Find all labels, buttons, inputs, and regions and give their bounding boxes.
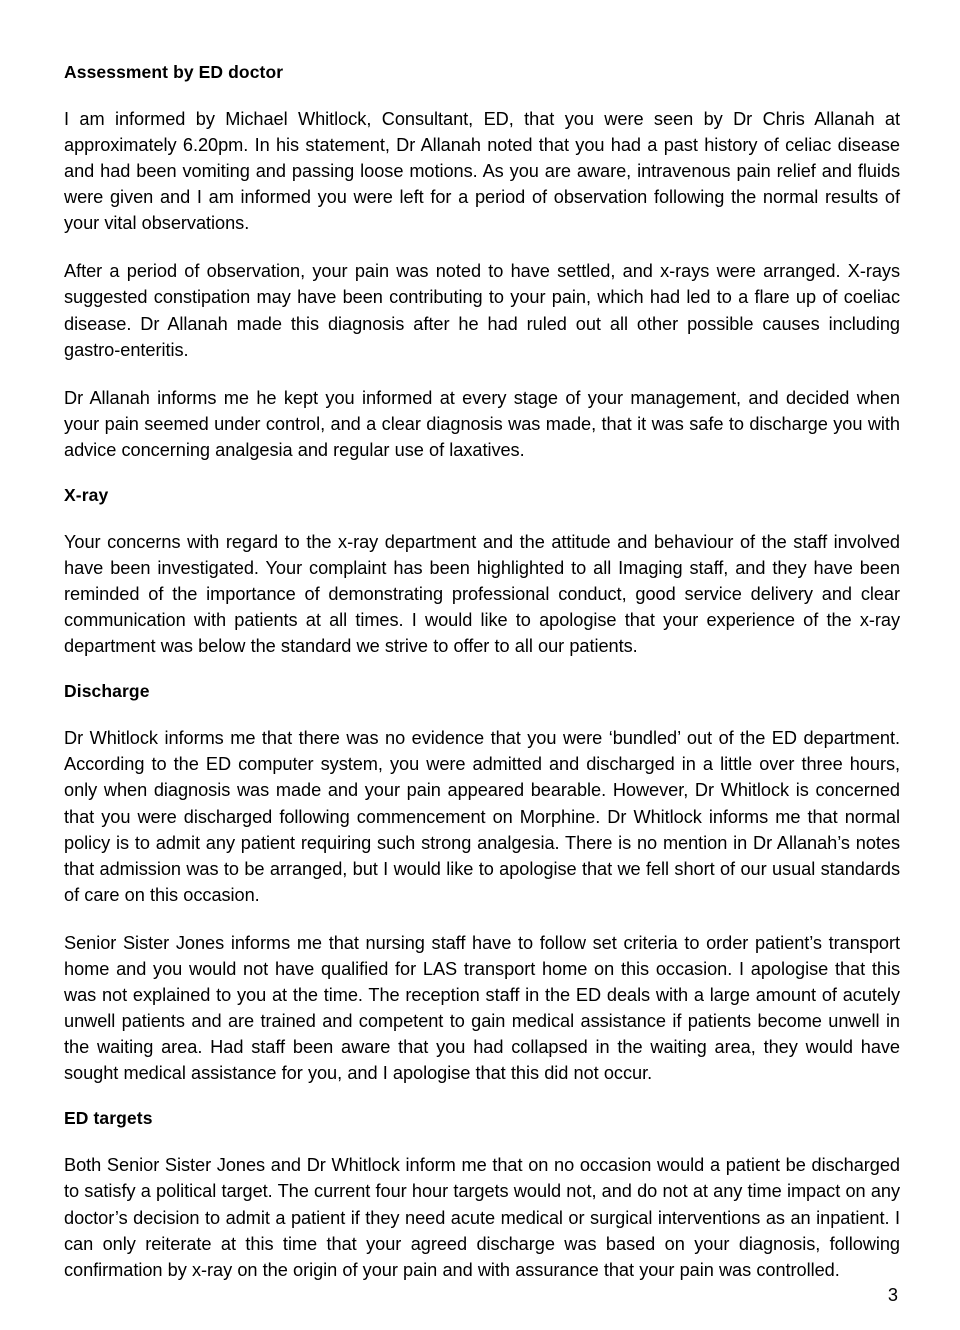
- paragraph: Your concerns with regard to the x-ray department and the attitude and behaviour of the staff involved have been investigated. Your complaint has been highlighted to all Imaging staff, and they have been reminded of the importance of demonstrating professional conduct, good service delivery and clear communication with patients at all times. I would like to apologise that your experience of the x-ray department was below the standard we strive to offer to all our patients.: [64, 531, 900, 657]
- paragraph: Both Senior Sister Jones and Dr Whitlock inform me that on no occasion would a patient be discharged to satisfy a political target. The current four hour targets would not, and do not at any time impact on any doctor’s decision to admit a patient if they need acute medical or surgical interventions as an inpatient. I can only reiterate at this time that your agreed discharge was based on your diagnosis, following confirmation by x-ray on the origin of your pain and with assurance that your pain was controlled.: [64, 1155, 900, 1280]
- section-x-ray: [64, 485, 900, 659]
- section-heading-assessment-by-ed-doctor: Assessment by ED doctor: [64, 62, 284, 82]
- section-ed-targets: [64, 1108, 900, 1282]
- page-number: 3: [887, 1285, 898, 1305]
- document-body: [64, 62, 900, 1283]
- paragraph: After a period of observation, your pain was noted to have settled, and x-rays were arranged. X-rays suggested constipation may have been contributing to your pain, which had led to a flare up of coeliac disease. Dr Allanah made this diagnosis after he had ruled out all other possible causes including gastro-enteritis.: [64, 261, 900, 360]
- paragraph: Dr Allanah informs me he kept you informed at every stage of your management, and decided when your pain seemed under control, and a clear diagnosis was made, that it was safe to discharge you with advice concerning analgesia and regular use of laxatives.: [64, 387, 900, 460]
- paragraph: Dr Whitlock informs me that there was no evidence that you were ‘bundled’ out of the ED department. According to the ED computer system, you were admitted and discharged in a little over three hours, only when diagnosis was made and your pain appeared bearable. However, Dr Whitlock is concerned that you were discharged following commencement on Morphine. Dr Whitlock informs me that normal policy is to admit any patient requiring such strong analgesia. There is no mention in Dr Allanah’s notes that admission was to be arranged, but I would like to apologise that we fell short of our usual standards of care on this occasion.: [64, 728, 900, 905]
- paragraph: I am informed by Michael Whitlock, Consultant, ED, that you were seen by Dr Chris Allanah at approximately 6.20pm. In his statement, Dr Allanah noted that you had a past history of celiac disease and had been vomiting and passing loose motions. As you are aware, intravenous pain relief and fluids were given and I am informed you were left for a period of observation following the normal results of your vital observations.: [64, 108, 900, 234]
- section-assessment-by-ed-doctor: [64, 62, 900, 463]
- section-heading-x-ray: X-ray: [64, 485, 109, 505]
- section-discharge: [64, 681, 900, 1086]
- section-heading-ed-targets: ED targets: [64, 1108, 153, 1129]
- section-heading-discharge: Discharge: [64, 681, 150, 702]
- paragraph: Senior Sister Jones informs me that nursing staff have to follow set criteria to order patient’s transport home and you would not have qualified for LAS transport home on this occasion. I apologise that this was not explained to you at the time. The reception staff in the ED deals with a large amount of acutely unwell patients and are trained and competent to gain medical assistance if patients become unwell in the waiting area. Had staff been aware that you had collapsed in the waiting area, they would have sought medical assistance for you, and I apologise that this did not occur.: [64, 932, 900, 1084]
